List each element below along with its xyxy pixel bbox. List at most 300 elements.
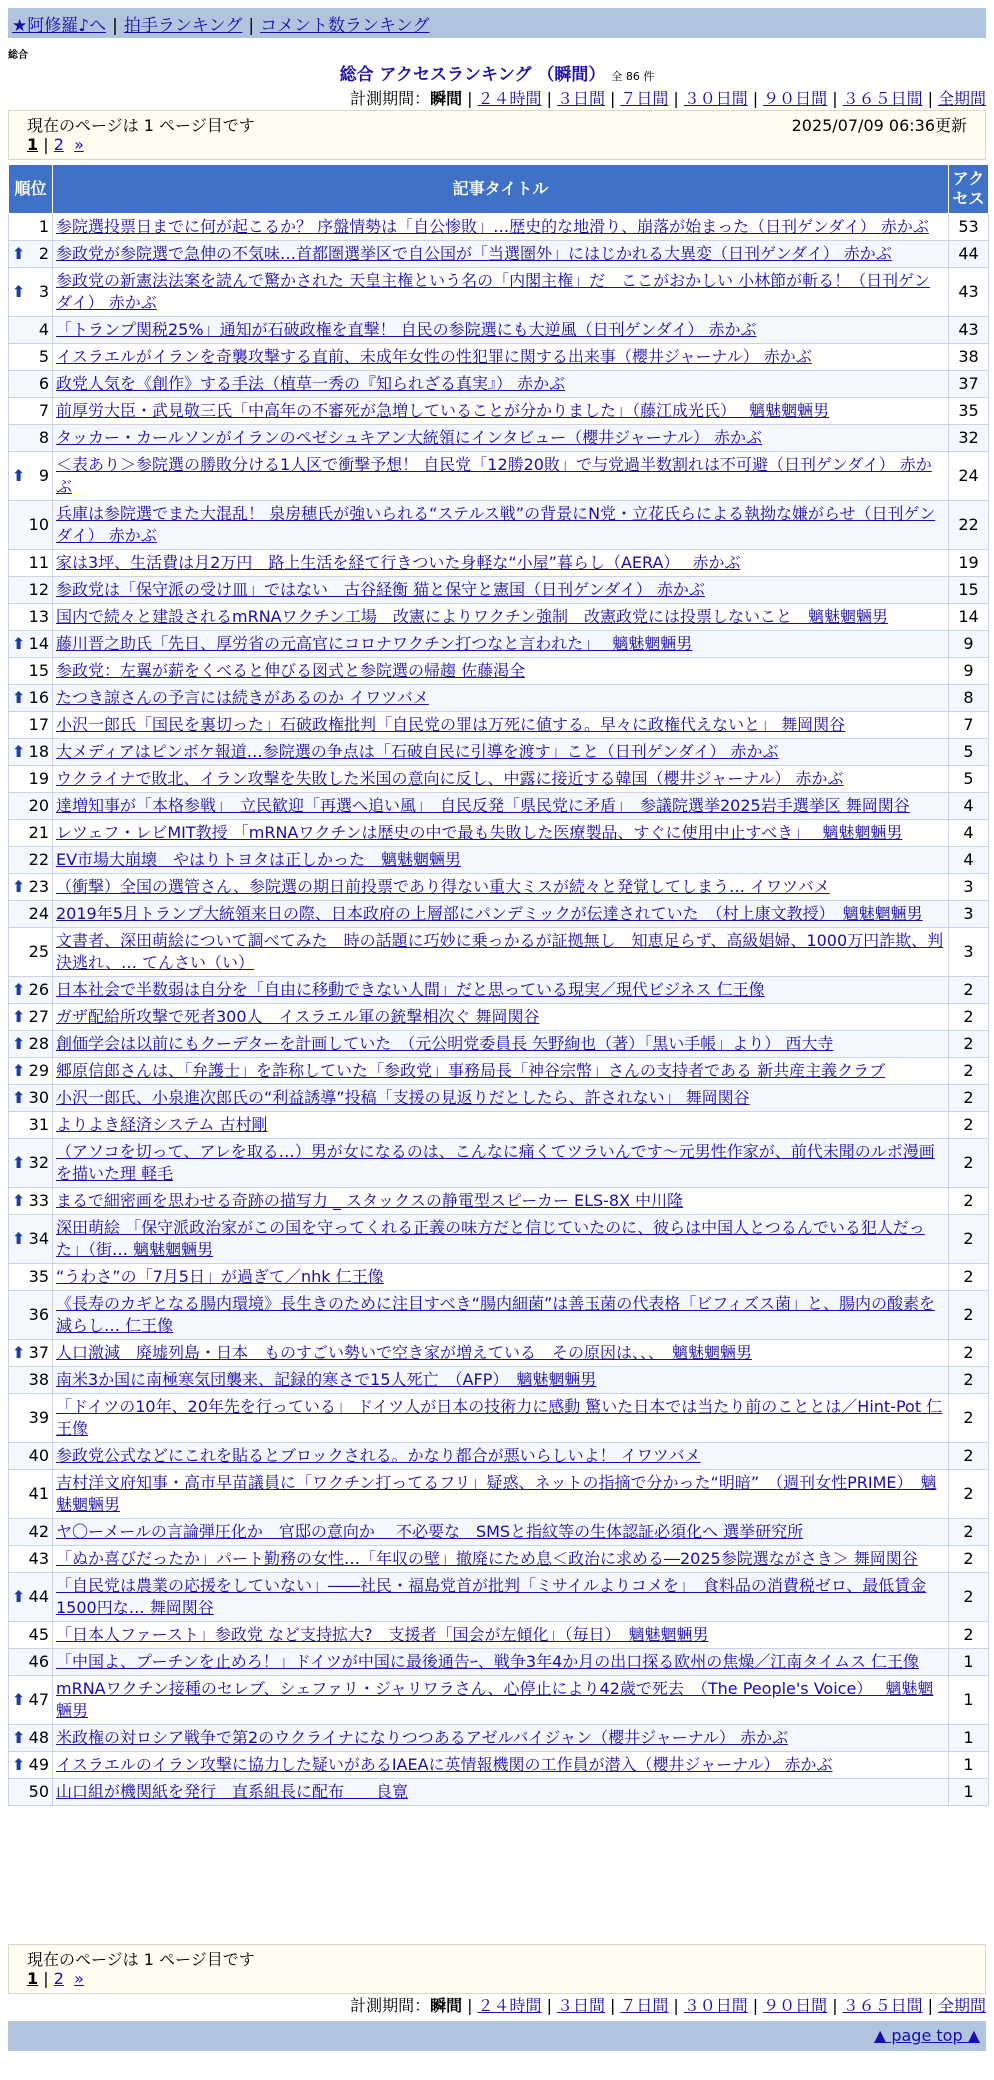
rank-number: 13 bbox=[28, 607, 49, 626]
rank-cell bbox=[9, 1031, 53, 1058]
article-title-link[interactable]: “うわさ”の「7月5日」が過ぎて／nhk 仁王像 bbox=[56, 1267, 384, 1286]
ranking-table bbox=[8, 164, 989, 1806]
ranking-row bbox=[9, 1031, 989, 1058]
article-title-link[interactable]: 山口組が機関紙を発行 直系組長に配布 良寛 bbox=[56, 1782, 409, 1801]
page-status: 現在のページは 1 ページ目です bbox=[27, 116, 255, 135]
article-title-link[interactable]: 人口激減 廃墟列島・日本 ものすごい勢いで空き家が増えている その原因は、、、 魑魅魍魎男 bbox=[56, 1343, 753, 1362]
rank-number: 22 bbox=[28, 850, 49, 869]
title-header: 記事タイトル bbox=[53, 165, 949, 214]
title-cell bbox=[53, 1112, 949, 1139]
access-count: 5 bbox=[949, 766, 989, 793]
article-title-link[interactable]: 参政党は「保守派の受け皿」ではない 古谷経衡 猫と保守と憲国（日刊ゲンダイ） 赤かぶ bbox=[56, 580, 705, 599]
rank-cell bbox=[9, 1188, 53, 1215]
article-title-link[interactable]: ヤ〇ーメールの言論弾圧化か 官邸の意向か 不必要な SMSと指紋等の生体認証必須化へ 選挙研究所 bbox=[56, 1522, 804, 1541]
ranking-row bbox=[9, 398, 989, 425]
ranking-row bbox=[9, 901, 989, 928]
ranking-row bbox=[9, 1367, 989, 1394]
clap-ranking-link[interactable]: 拍手ランキング bbox=[123, 16, 243, 36]
rank-up-arrow-icon: ⬆ bbox=[12, 1728, 26, 1747]
title-cell bbox=[53, 793, 949, 820]
rank-cell bbox=[9, 1394, 53, 1443]
title-cell bbox=[53, 1340, 949, 1367]
access-count: 32 bbox=[949, 425, 989, 452]
period-option-link[interactable]: ３０日間 bbox=[683, 89, 748, 108]
period-separator: | bbox=[752, 89, 759, 108]
ranking-row bbox=[9, 1752, 989, 1779]
rank-up-arrow-icon: ⬆ bbox=[12, 634, 26, 653]
article-title-link[interactable]: 吉村洋文府知事・高市早苗議員に「ワクチン打ってるフリ」疑惑、ネットの指摘で分かった“明暗” （週刊女性PRIME） 魑魅魍魎男 bbox=[56, 1473, 937, 1514]
period-option-link[interactable]: ３０日間 bbox=[683, 1996, 748, 2015]
rank-number: 46 bbox=[28, 1652, 49, 1671]
access-count: 24 bbox=[949, 452, 989, 501]
article-title-link[interactable]: 参政党：左翼が薪をくべると伸びる図式と参院選の帰趨 佐藤渇全 bbox=[56, 661, 526, 680]
rank-cell bbox=[9, 820, 53, 847]
article-title-link[interactable]: 《長寿のカギとなる腸内環境》長生きのために注目すべき“腸内細菌”は善玉菌の代表格「ビフィズス菌」と、腸内の酸素を減らし… 仁王像 bbox=[56, 1294, 935, 1335]
rank-cell bbox=[9, 1519, 53, 1546]
rank-up-arrow-icon: ⬆ bbox=[12, 1034, 26, 1053]
rank-number: 3 bbox=[38, 282, 49, 301]
article-title-link[interactable]: イスラエルのイラン攻撃に協力した疑いがあるIAEAに英情報機関の工作員が潜入（櫻井ジャーナル） 赤かぶ bbox=[56, 1755, 833, 1774]
title-cell bbox=[53, 847, 949, 874]
title-cell bbox=[53, 712, 949, 739]
period-separator: | bbox=[546, 89, 552, 108]
rank-cell bbox=[9, 1546, 53, 1573]
ranking-row bbox=[9, 577, 989, 604]
period-label: 計測期間： bbox=[350, 89, 431, 108]
title-cell bbox=[53, 901, 949, 928]
access-count: 9 bbox=[949, 658, 989, 685]
period-option-link[interactable]: 全期間 bbox=[937, 89, 986, 108]
title-cell bbox=[53, 1752, 949, 1779]
period-selector-top bbox=[350, 86, 986, 109]
access-count: 2 bbox=[949, 1367, 989, 1394]
rank-cell bbox=[9, 874, 53, 901]
article-title-link[interactable]: ＜表あり＞参院選の勝敗分ける1人区で衝撃予想！ 自民党「12勝20敗」で与党過半数割れは不可避（日刊ゲンダイ） 赤かぶ bbox=[56, 455, 932, 496]
title-cell bbox=[53, 977, 949, 1004]
article-title-link[interactable]: ガザ配給所攻撃で死者300人 イスラエル軍の銃撃相次ぐ 舞岡関谷 bbox=[56, 1007, 540, 1026]
rank-number: 34 bbox=[28, 1229, 49, 1248]
rank-cell bbox=[9, 1676, 53, 1725]
period-separator: | bbox=[673, 1996, 679, 2015]
title-cell bbox=[53, 317, 949, 344]
article-title-link[interactable]: 兵庫は参院選でまた大混乱！ 泉房穂氏が強いられる“ステルス戦”の背景にN党・立花氏らによる執拗な嫌がらせ（日刊ゲンダイ） 赤かぶ bbox=[56, 504, 936, 545]
title-cell bbox=[53, 1058, 949, 1085]
access-count: 5 bbox=[949, 739, 989, 766]
rank-up-arrow-icon: ⬆ bbox=[12, 1343, 26, 1362]
period-separator: | bbox=[609, 1996, 616, 2015]
article-title-link[interactable]: 「自民党は農業の応援をしていない」――社民・福島党首が批判「ミサイルよりコメを」 食料品の消費税ゼロ、最低賃金1500円な… 舞岡関谷 bbox=[56, 1576, 927, 1617]
rank-cell bbox=[9, 977, 53, 1004]
period-option-link[interactable]: ３日間 bbox=[556, 1996, 605, 2015]
rank-number: 5 bbox=[38, 347, 49, 366]
access-count: 2 bbox=[949, 1112, 989, 1139]
rank-number: 47 bbox=[28, 1690, 49, 1709]
ranking-row bbox=[9, 214, 989, 241]
ranking-row bbox=[9, 241, 989, 268]
article-title-link[interactable]: 南米3か国に南極寒気団襲来、記録的寒さで15人死亡 （AFP） 魑魅魍魎男 bbox=[56, 1370, 597, 1389]
access-count: 38 bbox=[949, 344, 989, 371]
rank-number: 20 bbox=[28, 796, 49, 815]
ranking-row bbox=[9, 847, 989, 874]
rank-number: 40 bbox=[28, 1446, 49, 1465]
rank-up-arrow-icon: ⬆ bbox=[12, 244, 26, 263]
article-title-link[interactable]: 参政党が参院選で急伸の不気味…首都圏選挙区で自公国が「当選圏外」にはじかれる大異変（日刊ゲンダイ） 赤かぶ bbox=[56, 244, 892, 263]
article-title-link[interactable]: 2019年5月トランプ大統領来日の際、日本政府の上層部にパンデミックが伝達されていた （村上康文教授） 魑魅魍魎男 bbox=[56, 904, 923, 923]
title-cell bbox=[53, 604, 949, 631]
access-count: 14 bbox=[949, 604, 989, 631]
rank-cell bbox=[9, 766, 53, 793]
article-title-link[interactable]: 参院選投票日までに何が起こるか？ 序盤情勢は「自公惨敗」…歴史的な地滑り、崩落が始まった（日刊ゲンダイ） 赤かぶ bbox=[56, 217, 929, 236]
next-page-link[interactable]: » bbox=[74, 1969, 84, 1988]
rank-number: 7 bbox=[38, 401, 49, 420]
ranking-row bbox=[9, 1340, 989, 1367]
access-count: 2 bbox=[949, 1188, 989, 1215]
rank-number: 48 bbox=[28, 1728, 49, 1747]
nav-separator: | bbox=[248, 16, 255, 36]
rank-number: 2 bbox=[38, 244, 49, 263]
rank-header: 順位 bbox=[9, 165, 53, 214]
rank-number: 37 bbox=[28, 1343, 49, 1362]
access-count: 1 bbox=[949, 1649, 989, 1676]
access-count: 2 bbox=[949, 1443, 989, 1470]
article-title-link[interactable]: ウクライナで敗北、イラン攻撃を失敗した米国の意向に反し、中露に接近する韓国（櫻井ジャーナル） 赤かぶ bbox=[56, 769, 844, 788]
period-option-link[interactable]: ９０日間 bbox=[763, 1996, 828, 2015]
rank-number: 15 bbox=[28, 661, 49, 680]
home-link[interactable]: ★阿修羅♪へ bbox=[12, 16, 107, 36]
access-count: 1 bbox=[949, 1676, 989, 1725]
rank-cell bbox=[9, 685, 53, 712]
rank-number: 4 bbox=[38, 320, 49, 339]
top-navigation bbox=[8, 8, 986, 38]
ranking-row bbox=[9, 1649, 989, 1676]
article-title-link[interactable]: 米政権の対ロシア戦争で第2のウクライナになりつつあるアゼルバイジャン（櫻井ジャーナル） 赤かぶ bbox=[56, 1728, 789, 1747]
rank-number: 28 bbox=[28, 1034, 49, 1053]
title-cell bbox=[53, 1085, 949, 1112]
rank-number: 11 bbox=[28, 553, 49, 572]
rank-cell bbox=[9, 1779, 53, 1806]
rank-cell bbox=[9, 1725, 53, 1752]
access-count: 15 bbox=[949, 577, 989, 604]
rank-number: 44 bbox=[28, 1587, 49, 1606]
title-cell bbox=[53, 1546, 949, 1573]
access-count: 35 bbox=[949, 398, 989, 425]
rank-number: 29 bbox=[28, 1061, 49, 1080]
access-count: 1 bbox=[949, 1779, 989, 1806]
rank-up-arrow-icon: ⬆ bbox=[12, 466, 26, 485]
page-current: 1 bbox=[27, 1969, 39, 1988]
article-title-link[interactable]: 前厚労大臣・武見敬三氏「中高年の不審死が急増していることが分かりました」（藤江成光氏） 魑魅魍魎男 bbox=[56, 401, 830, 420]
ranking-row bbox=[9, 1112, 989, 1139]
title-cell bbox=[53, 241, 949, 268]
article-title-link[interactable]: 参政党の新憲法法案を読んで驚かされた 天皇主権という名の「内閣主権」だ ここがおかしい 小林節が斬る！（日刊ゲンダイ） 赤かぶ bbox=[56, 271, 930, 312]
rank-cell bbox=[9, 1443, 53, 1470]
ranking-row bbox=[9, 1394, 989, 1443]
ranking-row bbox=[9, 1470, 989, 1519]
rank-cell bbox=[9, 928, 53, 977]
rank-number: 10 bbox=[28, 515, 49, 534]
title-cell bbox=[53, 1470, 949, 1519]
article-title-link[interactable]: 国内で続々と建設されるmRNAワクチン工場 改憲によりワクチン強制 改憲政党には投票しないこと 魑魅魍魎男 bbox=[56, 607, 889, 626]
ranking-row bbox=[9, 1676, 989, 1725]
ranking-row bbox=[9, 1622, 989, 1649]
title-cell bbox=[53, 550, 949, 577]
article-title-link[interactable]: 参政党公式などにこれを貼るとブロックされる。かなり都合が悪いらしいよ！ イワツバメ bbox=[56, 1446, 701, 1465]
ranking-row bbox=[9, 977, 989, 1004]
rank-number: 9 bbox=[38, 466, 49, 485]
ranking-row bbox=[9, 1139, 989, 1188]
rank-cell bbox=[9, 793, 53, 820]
ranking-row bbox=[9, 1058, 989, 1085]
ranking-row bbox=[9, 1264, 989, 1291]
updated-time: 2025/07/09 06:36更新 bbox=[791, 116, 967, 135]
period-selector-bottom bbox=[350, 1993, 986, 2016]
rank-cell bbox=[9, 241, 53, 268]
ranking-row bbox=[9, 425, 989, 452]
rank-cell bbox=[9, 1058, 53, 1085]
access-count: 2 bbox=[949, 1573, 989, 1622]
period-option-link[interactable]: ３６５日間 bbox=[842, 1996, 923, 2015]
rank-cell bbox=[9, 501, 53, 550]
article-title-link[interactable]: イスラエルがイランを奇襲攻撃する直前、未成年女性の性犯罪に関する出来事（櫻井ジャーナル） 赤かぶ bbox=[56, 347, 812, 366]
title-cell bbox=[53, 344, 949, 371]
access-count: 9 bbox=[949, 631, 989, 658]
access-count: 2 bbox=[949, 1394, 989, 1443]
rank-number: 8 bbox=[38, 428, 49, 447]
article-title-link[interactable]: レツェフ・レビMIT教授 「mRNAワクチンは歴史の中で最も失敗した医療製品、すぐに使用中止すべき」 魑魅魍魎男 bbox=[56, 823, 903, 842]
rank-up-arrow-icon: ⬆ bbox=[12, 1153, 26, 1172]
rank-number: 35 bbox=[28, 1267, 49, 1286]
article-title-link[interactable]: mRNAワクチン接種のセレブ、シェファリ・ジャリワラさん、心停止により42歳で死去 （The People's Voice） 魑魅魍魎男 bbox=[56, 1679, 934, 1720]
ranking-row bbox=[9, 658, 989, 685]
article-title-link[interactable]: （衝撃）全国の選管さん、参院選の期日前投票であり得ない重大ミスが続々と発覚してしまう… イワツバメ bbox=[56, 877, 830, 896]
page-current: 1 bbox=[27, 135, 39, 154]
rank-up-arrow-icon: ⬆ bbox=[12, 1587, 26, 1606]
title-cell bbox=[53, 1443, 949, 1470]
rank-number: 38 bbox=[28, 1370, 49, 1389]
title-cell bbox=[53, 1622, 949, 1649]
rank-number: 39 bbox=[28, 1408, 49, 1427]
article-title-link[interactable]: 郷原信郎さんは、「弁護士」を詐称していた「参政党」事務局長「神谷宗幣」さんの支持者である 新共産主義クラブ bbox=[56, 1061, 886, 1080]
rank-cell bbox=[9, 1573, 53, 1622]
pagination-bottom: 現在のページは 1 ページ目です 1 | 2 » bbox=[8, 1944, 986, 1994]
rank-number: 19 bbox=[28, 769, 49, 788]
article-title-link[interactable]: よりよき経済システム 古村剛 bbox=[56, 1115, 268, 1134]
article-title-link[interactable]: 創価学会は以前にもクーデターを計画していた （元公明党委員長 矢野絢也（著）「黒い手帳」より） 西大寺 bbox=[56, 1034, 834, 1053]
rank-cell bbox=[9, 712, 53, 739]
ranking-row bbox=[9, 1573, 989, 1622]
title-cell bbox=[53, 214, 949, 241]
access-count: 43 bbox=[949, 268, 989, 317]
rank-number: 31 bbox=[28, 1115, 49, 1134]
article-title-link[interactable]: 「中国よ、プーチンを止めろ！」ドイツが中国に最後通告ｰ、戦争3年4か月の出口探る欧州の焦燥／江南タイムス 仁王像 bbox=[56, 1652, 920, 1671]
article-title-link[interactable]: 政党人気を《創作》する手法（植草一秀の『知られざる真実』） 赤かぶ bbox=[56, 374, 566, 393]
article-title-link[interactable]: 小沢一郎氏「国民を裏切った」石破政権批判「自民党の罪は万死に値する。早々に政権代えないと」 舞岡関谷 bbox=[56, 715, 846, 734]
title-cell bbox=[53, 1004, 949, 1031]
rank-cell bbox=[9, 1470, 53, 1519]
rank-number: 41 bbox=[28, 1484, 49, 1503]
rank-cell bbox=[9, 739, 53, 766]
period-separator: | bbox=[467, 1996, 473, 2015]
ranking-row bbox=[9, 604, 989, 631]
title-cell bbox=[53, 1188, 949, 1215]
article-title-link[interactable]: 「ぬか喜びだったか」パート勤務の女性…「年収の壁」撤廃にため息＜政治に求める―2025参院選ながさき＞ 舞岡関谷 bbox=[56, 1549, 918, 1568]
period-option-link[interactable]: ７日間 bbox=[620, 1996, 669, 2015]
rank-cell bbox=[9, 1622, 53, 1649]
rank-cell bbox=[9, 1215, 53, 1264]
article-title-link[interactable]: 藤川晋之助氏「先日、厚労省の元高官にコロナワクチン打つなと言われた」 魑魅魍魎男 bbox=[56, 634, 693, 653]
ranking-row bbox=[9, 1291, 989, 1340]
access-count: 2 bbox=[949, 1546, 989, 1573]
period-option-link[interactable]: ２４時間 bbox=[477, 1996, 542, 2015]
title-cell bbox=[53, 766, 949, 793]
article-title-link[interactable]: EV市場大崩壊 やはりトヨタは正しかった 魑魅魍魎男 bbox=[56, 850, 462, 869]
rank-cell bbox=[9, 398, 53, 425]
rank-cell bbox=[9, 268, 53, 317]
page-status: 現在のページは 1 ページ目です bbox=[27, 1950, 255, 1969]
article-title-link[interactable]: 家は3坪、生活費は月2万円 路上生活を経て行きついた身軽な“小屋”暮らし（AERA） 赤かぶ bbox=[56, 553, 741, 572]
article-title-link[interactable]: 「ドイツの10年、20年先を行っている」 ドイツ人が日本の技術力に感動 驚いた日本では当たり前のこととは／Hint-Pot 仁王像 bbox=[56, 1397, 943, 1438]
article-title-link[interactable]: 日本社会で半数弱は自分を「自由に移動できない人間」だと思っている現実／現代ビジネス 仁王像 bbox=[56, 980, 765, 999]
rank-cell bbox=[9, 847, 53, 874]
access-count: 2 bbox=[949, 1058, 989, 1085]
page-top-link[interactable]: ▲ page top ▲ bbox=[873, 2026, 980, 2045]
rank-cell bbox=[9, 1085, 53, 1112]
title-cell bbox=[53, 1779, 949, 1806]
access-count: 2 bbox=[949, 1291, 989, 1340]
ranking-row bbox=[9, 874, 989, 901]
ranking-row bbox=[9, 452, 989, 501]
period-option-link[interactable]: ７日間 bbox=[620, 89, 669, 108]
ranking-row bbox=[9, 1519, 989, 1546]
article-title-link[interactable]: 文書者、深田萌絵について調べてみた 時の話題に巧妙に乗っかるが証拠無し 知恵足らず、高級娼婦、1000万円詐欺、判決逃れ、… てんさい（い） bbox=[56, 931, 944, 972]
title-cell bbox=[53, 1573, 949, 1622]
rank-number: 45 bbox=[28, 1625, 49, 1644]
ranking-row bbox=[9, 712, 989, 739]
ranking-row bbox=[9, 1546, 989, 1573]
title-cell bbox=[53, 1676, 949, 1725]
rank-number: 6 bbox=[38, 374, 49, 393]
ranking-row bbox=[9, 685, 989, 712]
article-title-link[interactable]: 大メディアはピンボケ報道…参院選の争点は「石破自民に引導を渡す」こと（日刊ゲンダイ） 赤かぶ bbox=[56, 742, 779, 761]
title-cell bbox=[53, 1139, 949, 1188]
access-count: 3 bbox=[949, 901, 989, 928]
period-option-link[interactable]: ２４時間 bbox=[477, 89, 542, 108]
title-cell bbox=[53, 1215, 949, 1264]
access-count: 2 bbox=[949, 1215, 989, 1264]
comment-ranking-link[interactable]: コメント数ランキング bbox=[260, 16, 430, 36]
pagination-top: 現在のページは 1 ページ目です 2025/07/09 06:36更新 1 | 2 » bbox=[8, 110, 986, 160]
period-separator: | bbox=[467, 89, 473, 108]
title-cell bbox=[53, 1367, 949, 1394]
rank-number: 1 bbox=[38, 217, 49, 236]
title-cell bbox=[53, 631, 949, 658]
title-cell bbox=[53, 1649, 949, 1676]
article-title-link[interactable]: 達増知事が「本格参戦」 立民歓迎「再選へ追い風」 自民反発「県民党に矛盾」 参議院選挙2025岩手選挙区 舞岡関谷 bbox=[56, 796, 910, 815]
access-count: 4 bbox=[949, 820, 989, 847]
rank-up-arrow-icon: ⬆ bbox=[12, 688, 26, 707]
page-link-2[interactable]: 2 bbox=[53, 1969, 64, 1988]
rank-cell bbox=[9, 901, 53, 928]
article-title-link[interactable]: （アソコを切って、アレを取る…）男が女になるのは、こんなに痛くてツラいんです～元男性作家が、前代未聞のルポ漫画を描いた理 軽毛 bbox=[56, 1142, 935, 1183]
ranking-row bbox=[9, 1215, 989, 1264]
title-cell bbox=[53, 577, 949, 604]
next-page-link[interactable]: » bbox=[74, 135, 84, 154]
rank-cell bbox=[9, 1367, 53, 1394]
footer-bar bbox=[8, 2021, 986, 2051]
article-title-link[interactable]: 深田萌絵 「保守派政治家がこの国を守ってくれる正義の味方だと信じていたのに、彼らは中国人とつるんでいる犯人だった」（街… 魑魅魍魎男 bbox=[56, 1218, 925, 1259]
period-separator: | bbox=[832, 1996, 838, 2015]
ranking-row bbox=[9, 550, 989, 577]
access-count: 2 bbox=[949, 1031, 989, 1058]
access-count: 4 bbox=[949, 793, 989, 820]
period-separator: | bbox=[927, 89, 933, 108]
period-separator: | bbox=[832, 89, 838, 108]
access-count: 2 bbox=[949, 1519, 989, 1546]
rank-cell bbox=[9, 1291, 53, 1340]
access-count: 2 bbox=[949, 1622, 989, 1649]
article-title-link[interactable]: 「日本人ファースト」参政党 など支持拡大? 支援者「国会が左傾化」（毎日） 魑魅魍魎男 bbox=[56, 1625, 709, 1644]
article-title-link[interactable]: まるで細密画を思わせる奇跡の描写力 _ スタックスの静電型スピーカー ELS-8X 中川隆 bbox=[56, 1191, 684, 1210]
ranking-row bbox=[9, 1443, 989, 1470]
period-label: 計測期間： bbox=[350, 1996, 431, 2015]
rank-cell bbox=[9, 550, 53, 577]
article-title-link[interactable]: 小沢一郎氏、小泉進次郎氏の“利益誘導”投稿「支援の見返りだとしたら、許されない」 舞岡関谷 bbox=[56, 1088, 750, 1107]
title-cell bbox=[53, 371, 949, 398]
rank-up-arrow-icon: ⬆ bbox=[12, 1191, 26, 1210]
title-cell bbox=[53, 1725, 949, 1752]
title-cell bbox=[53, 1519, 949, 1546]
article-title-link[interactable]: タッカー・カールソンがイランのペゼシュキアン大統領にインタビュー（櫻井ジャーナル） 赤かぶ bbox=[56, 428, 763, 447]
access-count: 44 bbox=[949, 241, 989, 268]
period-option-link[interactable]: ９０日間 bbox=[763, 89, 828, 108]
rank-cell bbox=[9, 1004, 53, 1031]
category-label: 総合 bbox=[8, 50, 28, 61]
access-count: 22 bbox=[949, 501, 989, 550]
rank-number: 30 bbox=[28, 1088, 49, 1107]
rank-number: 14 bbox=[28, 634, 49, 653]
nav-separator: | bbox=[112, 16, 118, 36]
access-count: 3 bbox=[949, 874, 989, 901]
ranking-row bbox=[9, 631, 989, 658]
rank-number: 24 bbox=[28, 904, 49, 923]
access-count: 1 bbox=[949, 1752, 989, 1779]
period-option-link[interactable]: ３６５日間 bbox=[842, 89, 923, 108]
rank-up-arrow-icon: ⬆ bbox=[12, 1690, 26, 1709]
period-option-link[interactable]: ３日間 bbox=[556, 89, 605, 108]
article-title-link[interactable]: 「トランプ関税25%」通知が石破政権を直撃！ 自民の参院選にも大逆風（日刊ゲンダイ） 赤かぶ bbox=[56, 320, 757, 339]
title-cell bbox=[53, 501, 949, 550]
rank-up-arrow-icon: ⬆ bbox=[12, 742, 26, 761]
ranking-row bbox=[9, 1725, 989, 1752]
access-count: 2 bbox=[949, 1004, 989, 1031]
title-cell bbox=[53, 820, 949, 847]
rank-number: 12 bbox=[28, 580, 49, 599]
ranking-row bbox=[9, 371, 989, 398]
period-option-link[interactable]: 全期間 bbox=[937, 1996, 986, 2015]
rank-cell bbox=[9, 604, 53, 631]
access-count: 43 bbox=[949, 317, 989, 344]
page-link-2[interactable]: 2 bbox=[53, 135, 64, 154]
period-separator: | bbox=[927, 1996, 933, 2015]
access-header: アクセス bbox=[949, 165, 989, 214]
ranking-row bbox=[9, 1085, 989, 1112]
title-cell bbox=[53, 1291, 949, 1340]
article-title-link[interactable]: たつき諒さんの予言には続きがあるのか イワツバメ bbox=[56, 688, 429, 707]
rank-cell bbox=[9, 1752, 53, 1779]
ranking-row bbox=[9, 739, 989, 766]
rank-number: 17 bbox=[28, 715, 49, 734]
rank-cell bbox=[9, 317, 53, 344]
